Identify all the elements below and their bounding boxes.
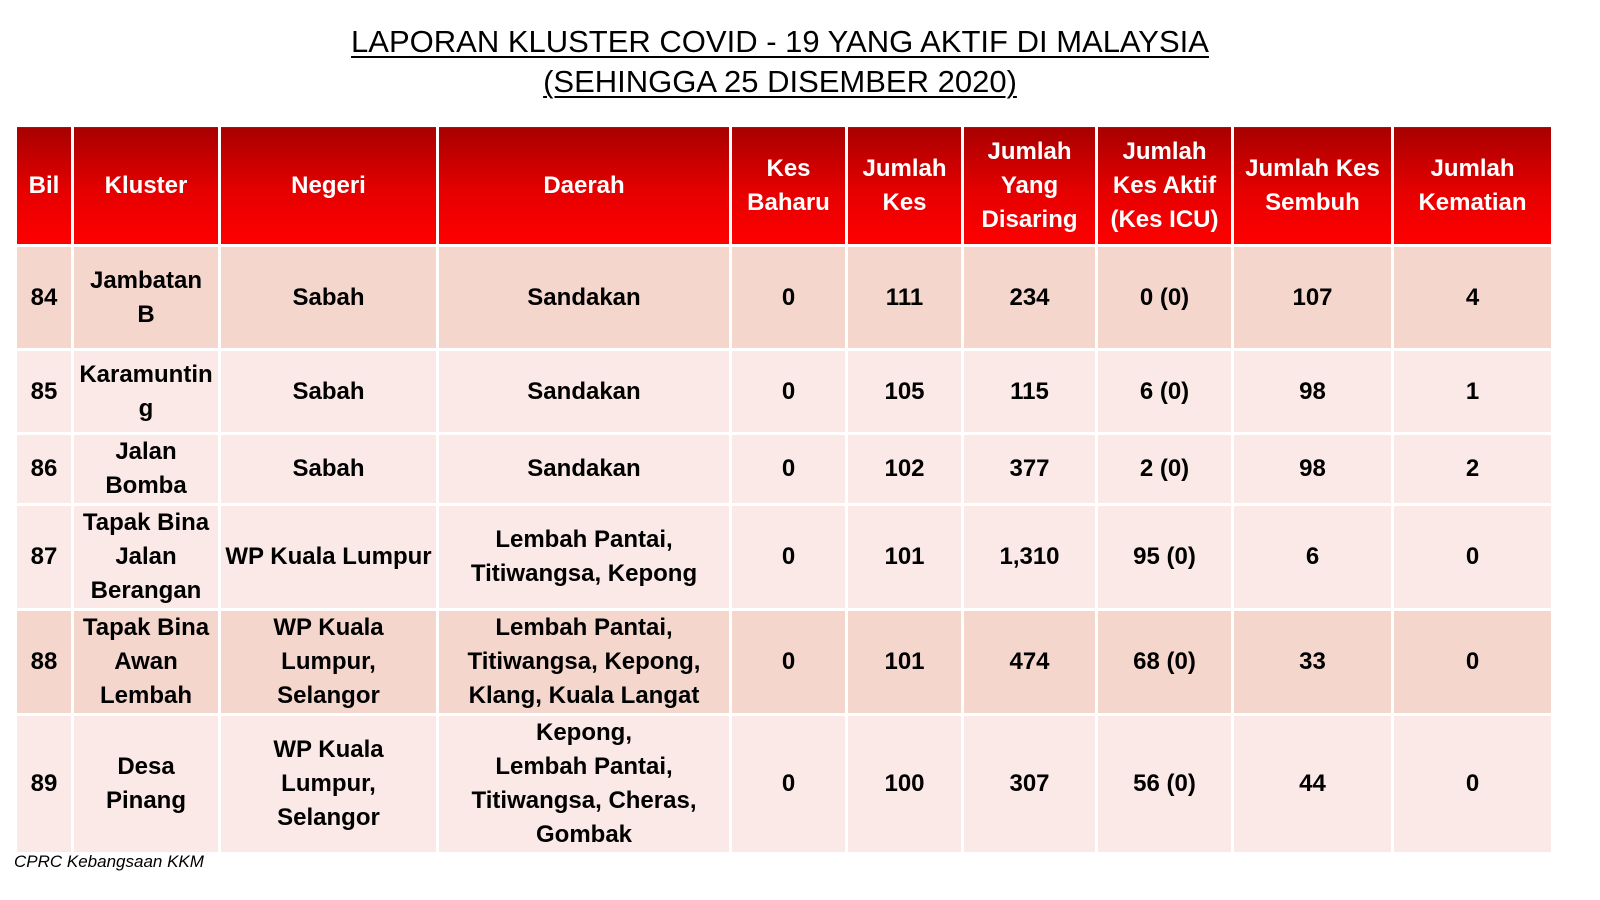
header-kes-sembuh: Jumlah Kes Sembuh — [1233, 126, 1393, 246]
cell-kematian: 0 — [1393, 610, 1553, 715]
cell-daerah: Lembah Pantai, Titiwangsa, Kepong — [438, 505, 731, 610]
header-jumlah-kes: Jumlah Kes — [847, 126, 963, 246]
cell-daerah: Sandakan — [438, 246, 731, 350]
cell-kes-aktif: 95 (0) — [1097, 505, 1233, 610]
cell-kluster: Tapak Bina Awan Lembah — [73, 610, 220, 715]
table-row — [16, 434, 1553, 505]
header-daerah: Daerah — [438, 126, 731, 246]
cluster-table — [14, 124, 1554, 855]
cell-kes-sembuh: 98 — [1233, 434, 1393, 505]
cell-kes-sembuh: 33 — [1233, 610, 1393, 715]
cell-jumlah-kes: 101 — [847, 610, 963, 715]
cell-jumlah-disaring: 115 — [963, 350, 1097, 434]
cell-bil: 87 — [16, 505, 73, 610]
cell-bil: 86 — [16, 434, 73, 505]
cell-daerah: Kepong, Lembah Pantai, Titiwangsa, Cheras, Gombak — [438, 715, 731, 854]
cell-kes-aktif: 6 (0) — [1097, 350, 1233, 434]
table-row — [16, 246, 1553, 350]
cell-negeri: WP Kuala Lumpur, Selangor — [220, 715, 438, 854]
cell-negeri: Sabah — [220, 434, 438, 505]
cell-jumlah-kes: 101 — [847, 505, 963, 610]
cell-kes-aktif: 0 (0) — [1097, 246, 1233, 350]
cell-kes-aktif: 2 (0) — [1097, 434, 1233, 505]
cell-jumlah-kes: 100 — [847, 715, 963, 854]
header-kes-aktif: Jumlah Kes Aktif (Kes ICU) — [1097, 126, 1233, 246]
cell-kes-sembuh: 44 — [1233, 715, 1393, 854]
cell-jumlah-disaring: 474 — [963, 610, 1097, 715]
cell-kes-baharu: 0 — [731, 715, 847, 854]
cell-bil: 85 — [16, 350, 73, 434]
header-kematian: Jumlah Kematian — [1393, 126, 1553, 246]
cell-kes-aktif: 56 (0) — [1097, 715, 1233, 854]
cell-bil: 89 — [16, 715, 73, 854]
cell-kes-baharu: 0 — [731, 350, 847, 434]
table-row — [16, 715, 1553, 854]
cell-kes-sembuh: 6 — [1233, 505, 1393, 610]
cell-negeri: Sabah — [220, 350, 438, 434]
title-line-2: (SEHINGGA 25 DISEMBER 2020) — [543, 64, 1017, 99]
cell-daerah: Lembah Pantai, Titiwangsa, Kepong, Klang, Kuala Langat — [438, 610, 731, 715]
table-header-row — [16, 126, 1553, 246]
cell-kluster: Desa Pinang — [73, 715, 220, 854]
cell-kluster: Karamuntin g — [73, 350, 220, 434]
cell-kluster: Jambatan B — [73, 246, 220, 350]
source-footer: CPRC Kebangsaan KKM — [14, 852, 204, 871]
cell-bil: 88 — [16, 610, 73, 715]
header-negeri: Negeri — [220, 126, 438, 246]
header-kes-baharu: Kes Baharu — [731, 126, 847, 246]
cell-daerah: Sandakan — [438, 434, 731, 505]
header-jumlah-disaring: Jumlah Yang Disaring — [963, 126, 1097, 246]
cell-kematian: 1 — [1393, 350, 1553, 434]
cell-jumlah-kes: 105 — [847, 350, 963, 434]
table-row — [16, 505, 1553, 610]
cell-jumlah-disaring: 307 — [963, 715, 1097, 854]
cell-negeri: WP Kuala Lumpur, Selangor — [220, 610, 438, 715]
header-kluster: Kluster — [73, 126, 220, 246]
report-title — [0, 22, 1560, 102]
cell-kes-baharu: 0 — [731, 434, 847, 505]
cell-kematian: 4 — [1393, 246, 1553, 350]
cell-kes-baharu: 0 — [731, 610, 847, 715]
cell-kematian: 0 — [1393, 715, 1553, 854]
cell-kes-baharu: 0 — [731, 246, 847, 350]
table-row — [16, 610, 1553, 715]
cell-kes-aktif: 68 (0) — [1097, 610, 1233, 715]
cell-kematian: 2 — [1393, 434, 1553, 505]
cell-negeri: WP Kuala Lumpur — [220, 505, 438, 610]
table-row — [16, 350, 1553, 434]
cell-kluster: Tapak Bina Jalan Berangan — [73, 505, 220, 610]
cell-daerah: Sandakan — [438, 350, 731, 434]
cell-jumlah-kes: 102 — [847, 434, 963, 505]
cell-kes-sembuh: 107 — [1233, 246, 1393, 350]
cell-jumlah-disaring: 377 — [963, 434, 1097, 505]
cell-jumlah-disaring: 1,310 — [963, 505, 1097, 610]
cell-jumlah-disaring: 234 — [963, 246, 1097, 350]
cell-kluster: Jalan Bomba — [73, 434, 220, 505]
header-bil: Bil — [16, 126, 73, 246]
cell-kes-baharu: 0 — [731, 505, 847, 610]
cell-negeri: Sabah — [220, 246, 438, 350]
title-line-1: LAPORAN KLUSTER COVID - 19 YANG AKTIF DI MALAYSIA — [351, 24, 1209, 59]
cell-kes-sembuh: 98 — [1233, 350, 1393, 434]
cell-bil: 84 — [16, 246, 73, 350]
cell-jumlah-kes: 111 — [847, 246, 963, 350]
cell-kematian: 0 — [1393, 505, 1553, 610]
